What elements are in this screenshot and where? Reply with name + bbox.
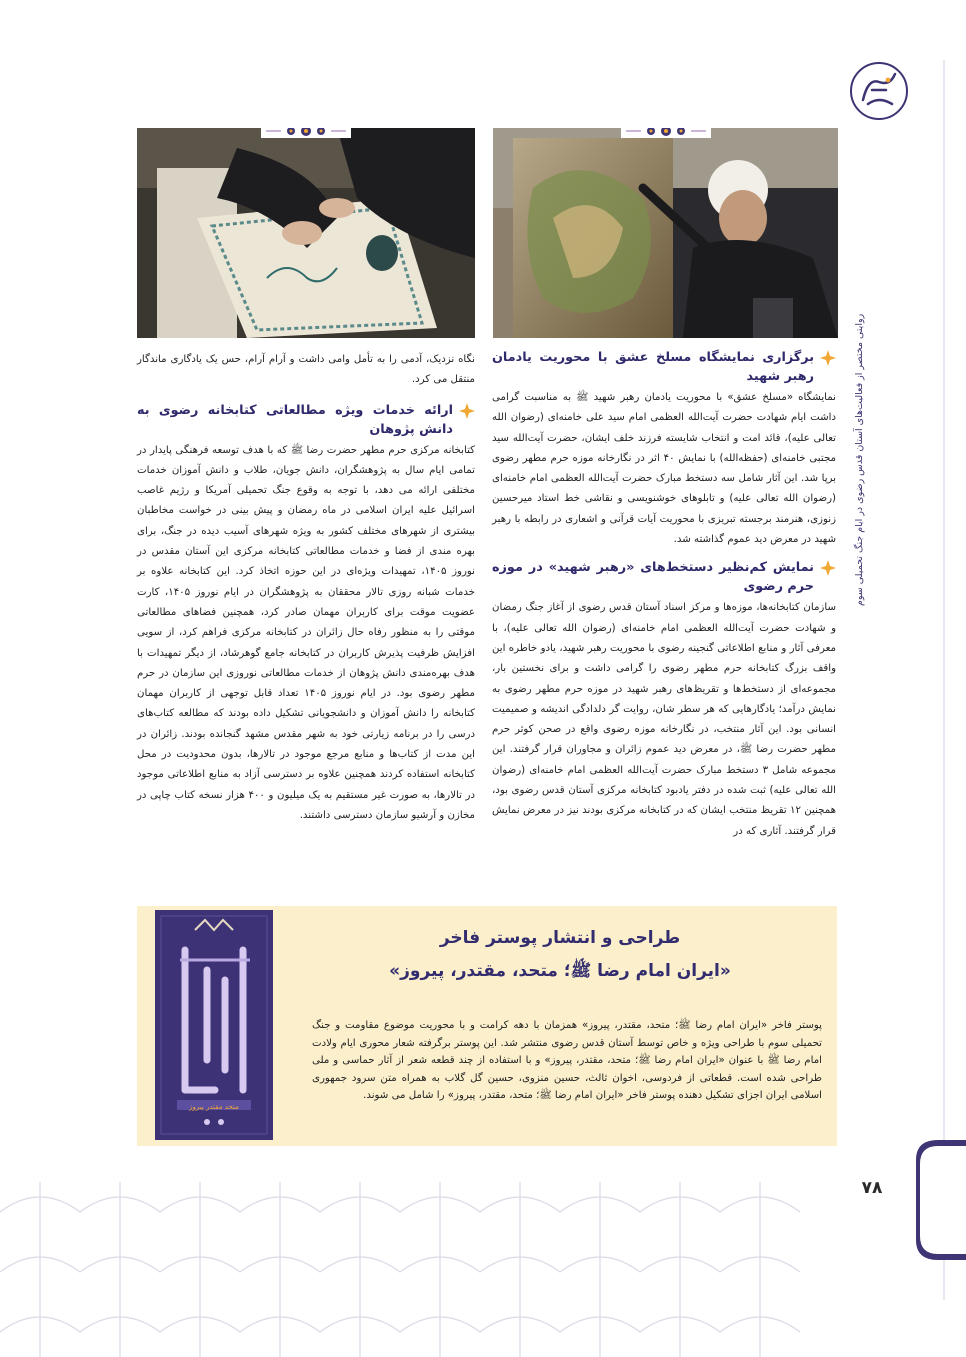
page-number: ۷۸	[861, 1178, 883, 1198]
poster-title-line-2: «ایران امام رضا ﷺ؛ متحد، مقتدر، پیروز»	[389, 961, 731, 981]
poster-body-text: پوستر فاخر «ایران امام رضا ﷺ؛ متحد، مقتدر، پیروز» همزمان با دهه کرامت و با محوریت موضوع مقاومت و جنگ تحمیلی سوم با طراحی ویژه و خاص توسط آستان قدس رضوی منتشر شد. این پوستر برگرفته شعار محوری ایام ولادت امام رضا ﷺ با عنوان «ایران امام رضا ﷺ؛ متحد، مقتدر، پیروز» و با استفاده از چند قطعه شعر از آثار حماسی و ملی طراحی شده است. قطعاتی از فردوسی، اخوان ثالث، حسین منزوی، حسین گل گلاب به همراه متن سرود جمهوری اسلامی ایران اجزای تشکیل دهنده پوستر فاخر «ایران امام رضا ﷺ؛ متحد، مقتدر، پیروز» را شامل می شوند.	[312, 1020, 822, 1101]
bottom-geometric-pattern	[0, 1172, 966, 1357]
heading-library-services-text: ارائه خدمات ویژه مطالعاتی کتابخانه رضوی به دانش پژوهان	[137, 402, 453, 437]
magazine-logo-icon	[848, 60, 910, 122]
bullet-flower-icon	[820, 350, 836, 366]
paragraph-library-services: کتابخانه مرکزی حرم مطهر حضرت رضا ﷺ که با هدف توسعه فرهنگی پایدار در تمامی ایام سال به پژوهشگران، دانش جویان، طلاب و دانش آموزان خدمات مختلفی ارائه می دهد، با توجه به وقوع جنگ تحمیلی آمریکا و رژیم غاصب اسرائیل علیه ایران اسلامی در ماه رمضان و پیش بینی در خواست مخاطبان بیشتری از شهرهای مختلف کشور به ویژه شهرهای آسیب دیده در جنگ، برای بهره مندی از فضا و خدمات مطالعاتی کتابخانه مرکزی این آستان مقدس در نوروز ۱۴۰۵، تمهیدات ویژه‌ای در این حوزه اتخاذ کرد. این کتابخانه علاوه بر خدمات شبانه روزی تالار محققان به پژوهشگران در ایام نوروز ۱۴۰۵، کارت عضویت موقت برای کاربران مهمان صادر کرد، همچنین فضاهای مطالعاتی موقتی را به منظور رفاه حال زائران در کتابخانه مرکزی فراهم کرد، از سویی افزایش ظرفیت پذیرش کاربران در کتابخانه جامع گوهرشاد، از دیگر تمهیدات با هدف بهره‌مندی دانش پژوهان از خدمات مطالعاتی نوروزی این سازمان در حرم مطهر رضوی بود. در ایام نوروز ۱۴۰۵ تعداد قابل توجهی از کاربران مهمان کتابخانه را دانش آموزان و دانشجویانی تشکیل داده بودند که مطالعه کتاب‌های درسی را در برنامه زیارتی خود به شهر مقدس مشهد گنجانده بودند. زائران در این مدت از کتاب‌ها و منابع مرجع موجود در تالارها، بدون محدودیت در محل کتابخانه استفاده کردند همچنین علاوه بر دسترسی آزاد به منابع اطلاعاتی موجود در تالارها، به صورت غیر مستقیم به یک میلیون و ۴۰۰ هزار نسخه کتاب چاپی در مخازن و آرشیو سازمان دسترسی داشتند.	[137, 444, 475, 821]
calligraphy-photo	[137, 128, 475, 338]
painter-photo	[493, 128, 838, 338]
paragraph-manuscripts: سازمان کتابخانه‌ها، موزه‌ها و مرکز اسناد آستان قدس رضوی از آغاز جنگ رمضان و شهادت حضرت آیت‌الله العظمی امام خامنه‌ای (رضوان الله تعالی علیه)، با معرفی آثار و منابع اطلاعاتی گنجینه رضوی با محوریت رهبر شهید، یادو خاطره این واقف بزرگ کتابخانه حرم مطهر رضوی را گرامی داشت و برای نخستین بار، مجموعه‌ای از دستخط‌ها و تقریظ‌های رهبر شهید در موزه حرم مطهر رضوی به نمایش درآمد؛ یادگارهایی که هر سطر شان، روایت گر دلدادگی اندیشه و صمیمیت انسانی بود. این آثار منتخب، در نگارخانه موزه رضوی واقع در صحن کوثر حرم مطهر حضرت رضا ﷺ، در معرض دید عموم زائران و مجاوران قرار گرفتند. این مجموعه شامل ۳ دستخط مبارک حضرت آیت‌الله العظمی امام خامنه‌ای (رضوان الله تعالی علیه) ثبت شده در دفتر یادبود کتابخانه مرکزی آستان قدس رضوی بود، همچنین ۱۲ تقریظ منتخب ایشان که در کتابخانه مرکزی بودند نیز در معرض نمایش قرار گرفتند. آثاری که در	[492, 602, 836, 837]
heading-exhibition	[492, 348, 836, 386]
right-article-column	[492, 344, 836, 842]
heading-library-services	[137, 401, 475, 439]
paragraph-exhibition: نمایشگاه «مسلخ عشق» با محوریت یادمان رهبر شهید ﷺ به مناسبت گرامی داشت ایام شهادت حضرت آیت‌الله العظمی امام سید علی خامنه‌ای (رضوان الله تعالی علیه)، قائد امت و انتخاب شایسته فرزند خلف ایشان، حضرت آیت‌الله سید مجتبی خامنه‌ای (حفظه‌الله) با نمایش ۴۰ اثر در نگارخانه موزه حرم مطهر رضوی برپا شد. این آثار شامل سه دستخط مبارک حضرت آیت‌الله العظمی امام خامنه‌ای (رضوان الله تعالی علیه) و تابلوهای خوشنویسی و نقاشی خط استاد میرحسین زنوزی، هنرمند برجسته تبریزی با محوریت آیات قرآنی و اشعاری در رابطه با رهبر شهید در معرض دید عموم گذاشته شد.	[492, 392, 836, 546]
calligraphy-photo-image	[137, 128, 475, 338]
bullet-flower-icon	[459, 403, 475, 419]
left-article-column	[137, 350, 475, 826]
poster-caption: متحد مقتدر پیروز	[189, 1103, 239, 1111]
painter-photo-image	[493, 128, 838, 338]
ornament-top-icon	[621, 128, 711, 138]
paragraph-continuation: نگاه نزدیک، آدمی را به تأمل وامی داشت و آرام آرام، حس یک یادگاری ماندگار منتقل می کرد.	[137, 354, 475, 386]
heading-manuscripts-text: نمایش کم‌نظیر دستخط‌های «رهبر شهید» در موزه حرم رضوی	[492, 560, 814, 595]
poster-title-line-1: طراحی و انتشار پوستر فاخر	[439, 928, 681, 948]
bullet-flower-icon	[820, 560, 836, 576]
ornament-top-icon	[261, 128, 351, 138]
running-header-vertical: روایتی مختصر از فعالیت‌های آستان قدس رضوی در ایام جنگ تحمیلی سوم	[854, 313, 865, 607]
heading-manuscripts	[492, 558, 836, 596]
poster-image	[155, 910, 273, 1140]
heading-exhibition-text: برگزاری نمایشگاه مسلخ عشق با محوریت یادمان رهبر شهید	[492, 350, 814, 384]
